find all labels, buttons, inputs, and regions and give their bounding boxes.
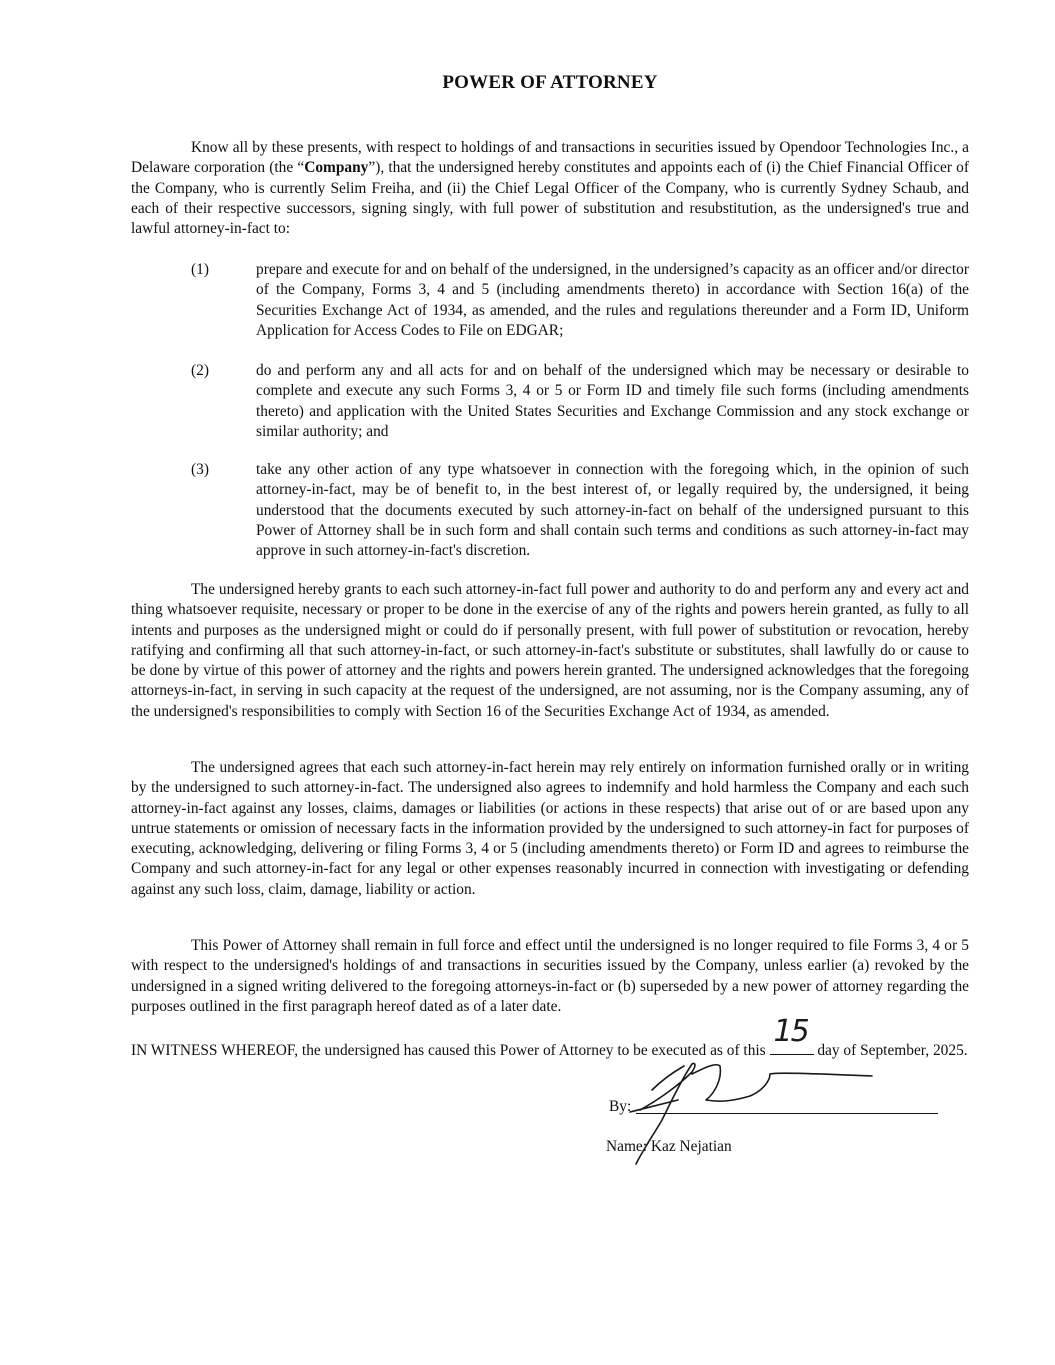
list-item	[191, 460, 969, 561]
witness-clause: IN WITNESS WHEREOF, the undersigned has caused this Power of Attorney to be executed as of this 15 day of September, 2025.	[131, 1014, 968, 1059]
list-item	[191, 361, 969, 442]
item-number: (2)	[191, 362, 209, 379]
by-label: By:	[609, 1098, 632, 1115]
list-item	[191, 260, 969, 341]
signature-mark	[600, 1052, 900, 1172]
item-number: (3)	[191, 461, 209, 478]
reliance-paragraph: The undersigned agrees that each such attorney-in-fact herein may rely entirely on information furnished orally or in writing by the undersigned to such attorney-in-fact. The undersigned also agrees to indemnify and hold harmless the Company and each such attorney-in-fact against any losses, claims, damages or liabilities (or actions in these respects) that arise out of or are based upon any untrue statements or omission of necessary facts in the information provided by the undersigned to such attorney-in fact for purposes of executing, acknowledging, delivering or filing Forms 3, 4 or 5 (including amendments thereto) or Form ID and agrees to reimburse the Company and such attorney-in-fact for any legal or other expenses reasonably incurred in connection with investigating or defending against any such loss, claim, damage, liability or action.	[131, 759, 969, 898]
signatory-name: Name: Kaz Nejatian	[606, 1138, 732, 1155]
company-term: Company	[304, 159, 369, 177]
item-text: do and perform any and all acts for and on behalf of the undersigned which may be necessary or desirable to complete and execute any such Forms 3, 4 or 5 or Form ID and timely file such forms (including amendments thereto) and application with the United States Securities and Exchange Commission and any stock exchange or similar authority; and	[256, 362, 969, 440]
item-number: (1)	[191, 261, 209, 278]
document-title: POWER OF ATTORNEY	[442, 72, 658, 93]
duration-paragraph: This Power of Attorney shall remain in full force and effect until the undersigned is no longer required to file Forms 3, 4 or 5 with respect to the undersigned's holdings of and transactions in securities issued by the Company, unless earlier (a) revoked by the undersigned in a signed writing delivered to the foregoing attorneys-in-fact or (b) superseded by a new power of attorney regarding the purposes outlined in the first paragraph hereof dated as of a later date.	[131, 937, 969, 1015]
intro-paragraph: Know all by these presents, with respect to holdings of and transactions in securities issued by Opendoor Technologies Inc., a Delaware corporation (the “Company”), that the undersigned hereby constitutes and appoints each of (i) the Chief Financial Officer of the Company, who is currently Selim Freiha, and (ii) the Chief Legal Officer of the Company, who is currently Sydney Schaub, and each of their respective successors, signing singly, with full power of substitution and resubstitution, as the undersigned's true and lawful attorney-in-fact to:	[131, 139, 969, 238]
handwritten-day: 15	[773, 1014, 808, 1049]
item-text: prepare and execute for and on behalf of the undersigned, in the undersigned’s capacity as an officer and/or director of the Company, Forms 3, 4 and 5 (including amendments thereto) in accordance with Section 16(a) of the Securities Exchange Act of 1934, as amended, and the rules and regulations thereunder and a Form ID, Uniform Application for Access Codes to File on EDGAR;	[256, 261, 969, 339]
item-text: take any other action of any type whatsoever in connection with the foregoing which, in the opinion of such attorney-in-fact, may be of benefit to, in the best interest of, or legally required by, the undersigned, it being understood that the documents executed by such attorney-in-fact on behalf of the undersigned pursuant to this Power of Attorney shall be in such form and shall contain such terms and conditions as such attorney-in-fact may approve in such attorney-in-fact's discretion.	[256, 461, 969, 560]
grants-paragraph: The undersigned hereby grants to each such attorney-in-fact full power and authority to do and perform any and every act and thing whatsoever requisite, necessary or proper to be done in the exercise of any of the rights and powers herein granted, as fully to all intents and purposes as the undersigned might or could do if personally present, with full power of substitution or revocation, hereby ratifying and confirming all that such attorney-in-fact, or such attorney-in-fact's substitute or substitutes, shall lawfully do or cause to be done by virtue of this power of attorney and the rights and powers herein granted. The undersigned acknowledges that the foregoing attorneys-in-fact, in serving in such capacity at the request of the undersigned, are not assuming, nor is the Company assuming, any of the undersigned's responsibilities to comply with Section 16 of the Securities Exchange Act of 1934, as amended.	[131, 581, 969, 720]
